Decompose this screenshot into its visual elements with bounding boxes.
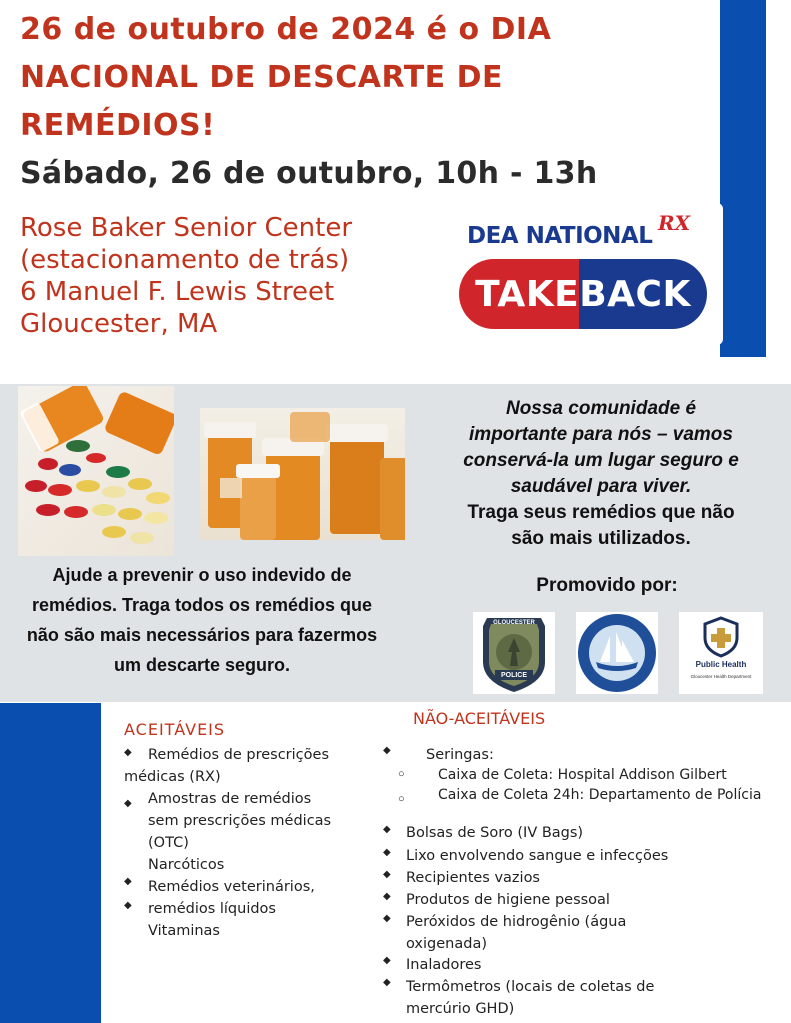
accepted-item-1-cont: médicas (RX) [124,769,221,785]
police-seal-bottom-text: POLICE [500,672,528,679]
dea-takeback-logo [455,203,723,345]
health-department-subtitle: Gloucester Health Department [690,674,752,679]
accepted-item-2: Amostras de remédios [148,791,312,807]
bullet-icon: ◆ [383,891,391,902]
accepted-title: ACEITÁVEIS [124,720,226,739]
event-address [20,212,352,340]
not-accepted-item-4: Produtos de higiene pessoal [406,892,610,908]
community-line-4: saudável para viver. [510,476,692,497]
bullet-icon: ◆ [124,798,132,809]
address-line-2: (estacionamento de trás) [20,245,350,275]
blue-accent-bar-right [720,0,766,357]
promoted-by-label: Promovido por: [536,575,678,596]
community-message [418,396,784,552]
syringes-item: Seringas: [426,747,494,763]
event-date: Sábado, 26 de outubro, 10h - 13h [20,156,598,191]
accepted-item-1: Remédios de prescrições [148,747,329,763]
bullet-icon: ◆ [124,747,132,758]
syringe-sub-1: Caixa de Coleta: Hospital Addison Gilbert [438,767,727,783]
bring-line-1: Traga seus remédios que não [467,502,735,523]
pill-bottles-photo [200,408,405,540]
address-line-3: 6 Manuel F. Lewis Street [20,277,335,307]
not-accepted-item-3: Recipientes vazios [406,870,540,886]
takeback-text: TAKEBACK [475,273,691,315]
city-of-gloucester-seal [576,612,658,694]
title-line-2: NACIONAL DE DESCARTE DE [20,60,504,95]
bullet-icon: ◆ [383,869,391,880]
dea-national-text: DEA NATIONAL [467,223,653,249]
bullet-icon: ◆ [383,847,391,858]
blue-accent-bar-left [0,703,101,1023]
address-line-1: Rose Baker Senior Center [20,213,353,243]
syringe-sub-2: Caixa de Coleta 24h: Departamento de Polícia [438,787,762,803]
bullet-icon: ◆ [383,955,391,966]
title-line-3: REMÉDIOS! [20,108,216,143]
bullet-icon: ◆ [124,900,132,911]
police-seal-top-text: GLOUCESTER [493,620,535,626]
address-line-4: Gloucester, MA [20,309,218,339]
accepted-item-2-cont2: (OTC) [148,835,189,851]
prevent-line-3: não são mais necessários para fazermos [26,625,378,645]
community-line-1: Nossa comunidade é [505,398,697,419]
not-accepted-item-7: Termômetros (locais de coletas de [406,979,655,995]
not-accepted-item-5-cont: oxigenada) [406,936,487,952]
accepted-item-6: Vitaminas [148,923,220,939]
bullet-icon: ◆ [383,745,391,756]
not-accepted-item-5: Peróxidos de hidrogênio (água [406,914,627,930]
gloucester-police-seal [473,612,555,694]
rx-symbol: RX [658,211,691,235]
not-accepted-item-2: Lixo envolvendo sangue e infecções [406,848,669,864]
bullet-icon: ◆ [124,876,132,887]
public-health-title: Public Health [695,660,747,669]
community-line-3: conservá-la um lugar seguro e [463,450,739,471]
prevent-line-2: remédios. Traga todos os remédios que [31,595,373,615]
bring-line-2: são mais utilizados. [511,528,691,549]
page-title [20,6,700,150]
sub-bullet-icon: ○ [398,793,405,805]
bullet-icon: ◆ [383,913,391,924]
sub-bullet-icon: ○ [398,768,405,780]
not-accepted-item-6: Inaladores [406,957,482,973]
not-accepted-item-7-cont: mercúrio GHD) [406,1001,515,1017]
community-line-2: importante para nós – vamos [469,424,733,445]
accepted-item-3: Narcóticos [148,857,225,873]
accepted-item-2-cont: sem prescrições médicas [148,813,332,829]
bullet-icon: ◆ [383,977,391,988]
prevent-misuse-message [0,560,404,680]
accepted-item-5: remédios líquidos [148,901,276,917]
public-health-logo [679,612,763,694]
not-accepted-item-1: Bolsas de Soro (IV Bags) [406,825,584,841]
title-line-1: 26 de outubro de 2024 é o DIA [20,12,552,47]
not-accepted-title: NÃO-ACEITÁVEIS [413,709,546,728]
takeback-pill [459,259,707,329]
spilled-pills-photo [18,386,174,556]
accepted-item-4: Remédios veterinários, [148,879,315,895]
prevent-line-1: Ajude a prevenir o uso indevido de [52,565,352,585]
prevent-line-4: um descarte seguro. [113,655,291,675]
bullet-icon: ◆ [383,824,391,835]
